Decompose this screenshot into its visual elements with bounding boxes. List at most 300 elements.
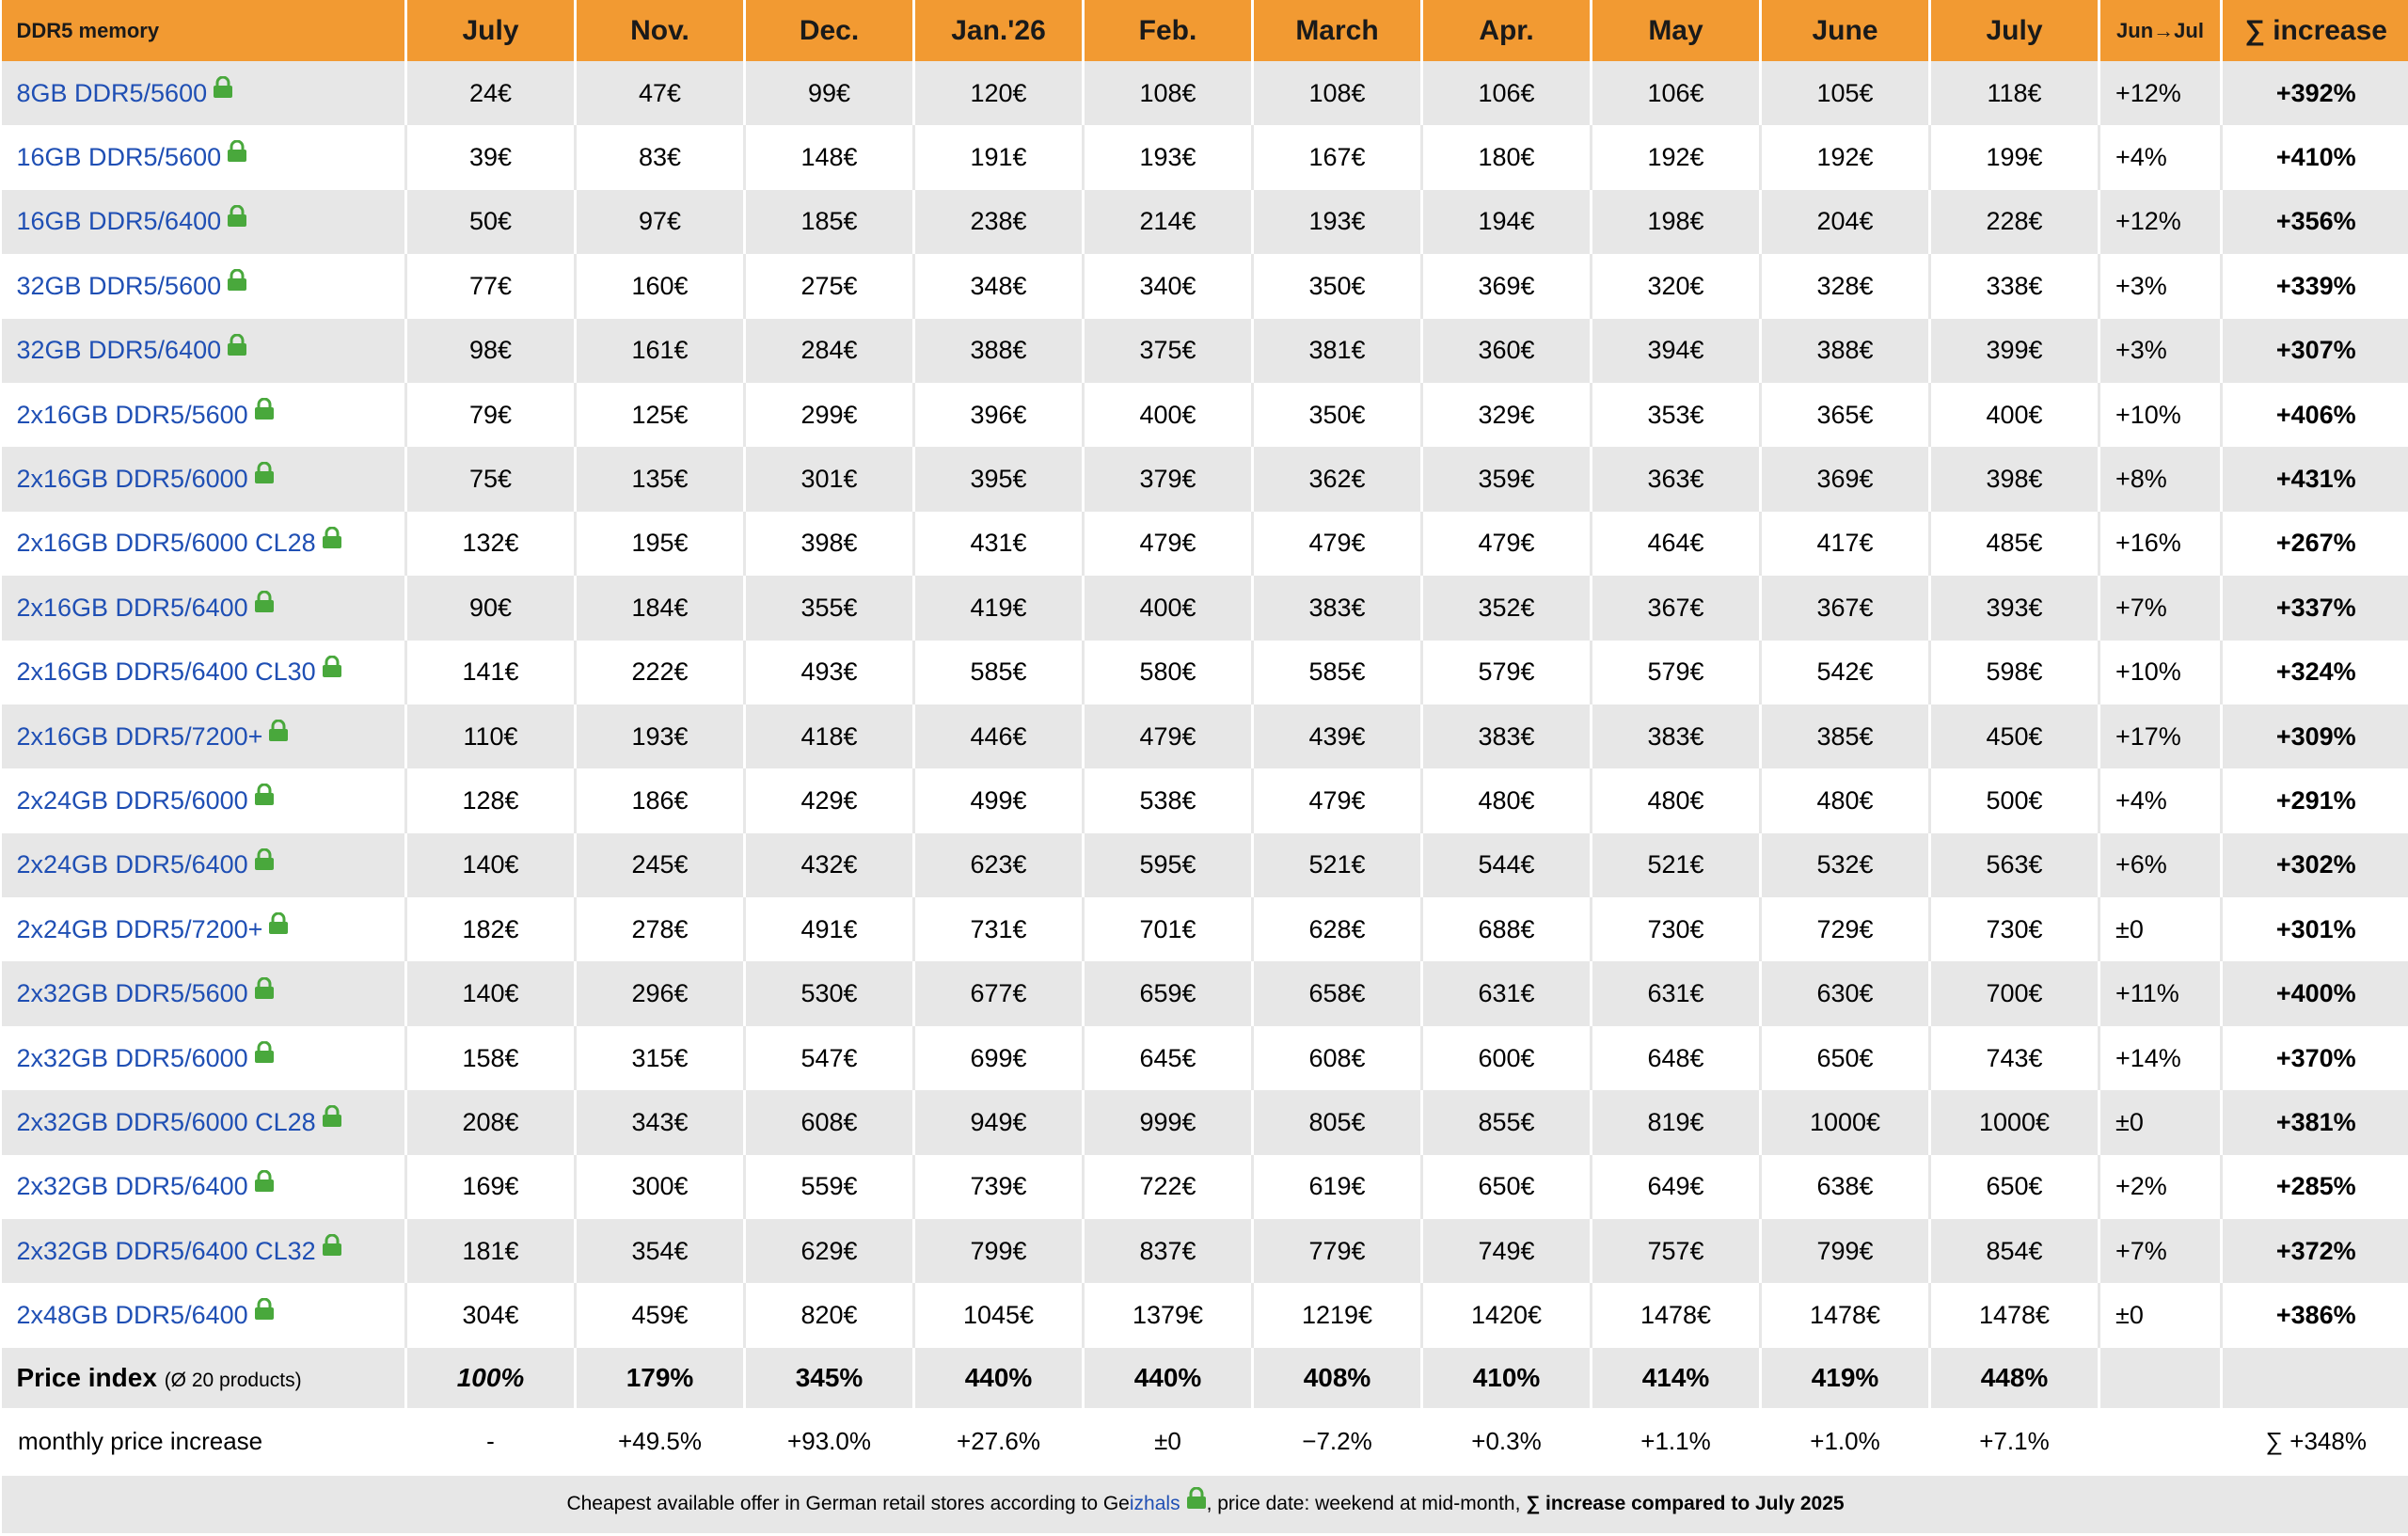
total-cell: +267% — [2222, 512, 2408, 576]
header-month: March — [1253, 0, 1422, 61]
table-row — [2, 512, 2408, 576]
price-cell: 367€ — [1592, 576, 1761, 640]
price-cell: 353€ — [1592, 383, 1761, 447]
product-link[interactable]: 2x16GB DDR5/6400 — [16, 593, 248, 622]
price-cell: 446€ — [914, 705, 1084, 768]
index-empty-cell — [2222, 1348, 2408, 1408]
price-cell: 328€ — [1761, 254, 1930, 318]
lock-icon — [227, 140, 247, 169]
header-product: DDR5 memory — [2, 0, 406, 61]
index-cell: 414% — [1592, 1348, 1761, 1408]
price-cell: 106€ — [1592, 61, 1761, 125]
price-index-subtitle: (Ø 20 products) — [164, 1369, 302, 1391]
price-cell: 400€ — [1084, 383, 1253, 447]
price-cell: 238€ — [914, 190, 1084, 254]
table-row — [2, 447, 2408, 511]
price-cell: 743€ — [1930, 1026, 2099, 1090]
product-cell[interactable] — [2, 190, 406, 254]
header-month: Nov. — [576, 0, 745, 61]
price-cell: 24€ — [406, 61, 576, 125]
price-index-row — [2, 1348, 2408, 1408]
lock-icon — [322, 656, 342, 685]
change-cell: +10% — [2099, 641, 2222, 705]
change-cell: +4% — [2099, 125, 2222, 189]
monthly-cell: +7.1% — [1930, 1408, 2099, 1476]
price-cell: 1045€ — [914, 1283, 1084, 1347]
price-cell: 1219€ — [1253, 1283, 1422, 1347]
source-link[interactable]: izhals — [1129, 1493, 1180, 1515]
price-cell: 222€ — [576, 641, 745, 705]
product-link[interactable]: 2x24GB DDR5/7200+ — [16, 914, 263, 943]
price-cell: 677€ — [914, 961, 1084, 1025]
product-cell[interactable] — [2, 1219, 406, 1283]
price-cell: 350€ — [1253, 254, 1422, 318]
change-cell: +17% — [2099, 705, 2222, 768]
price-cell: 360€ — [1422, 319, 1592, 383]
price-cell: 363€ — [1592, 447, 1761, 511]
table-row — [2, 705, 2408, 768]
monthly-cell: ±0 — [1084, 1408, 1253, 1476]
price-cell: 479€ — [1084, 705, 1253, 768]
price-cell: 343€ — [576, 1090, 745, 1154]
change-cell: ±0 — [2099, 1090, 2222, 1154]
price-cell: 563€ — [1930, 833, 2099, 897]
price-cell: 348€ — [914, 254, 1084, 318]
price-cell: 650€ — [1761, 1026, 1930, 1090]
price-cell: 491€ — [745, 897, 914, 961]
price-cell: 185€ — [745, 190, 914, 254]
table-row — [2, 897, 2408, 961]
price-cell: 650€ — [1930, 1155, 2099, 1219]
change-cell: ±0 — [2099, 1283, 2222, 1347]
total-cell: +431% — [2222, 447, 2408, 511]
price-cell: 400€ — [1084, 576, 1253, 640]
price-cell: 450€ — [1930, 705, 2099, 768]
price-cell: 355€ — [745, 576, 914, 640]
price-cell: 388€ — [914, 319, 1084, 383]
lock-icon — [254, 462, 275, 491]
price-cell: 77€ — [406, 254, 576, 318]
lock-icon — [254, 1170, 275, 1199]
price-cell: 120€ — [914, 61, 1084, 125]
product-link[interactable]: 16GB DDR5/5600 — [16, 143, 222, 172]
lock-icon — [254, 977, 275, 1006]
table-row — [2, 383, 2408, 447]
total-cell: +356% — [2222, 190, 2408, 254]
price-cell: 585€ — [1253, 641, 1422, 705]
product-cell[interactable] — [2, 383, 406, 447]
lock-icon — [254, 398, 275, 427]
price-cell: 299€ — [745, 383, 914, 447]
price-cell: 329€ — [1422, 383, 1592, 447]
price-cell: 544€ — [1422, 833, 1592, 897]
price-cell: 431€ — [914, 512, 1084, 576]
total-cell: +285% — [2222, 1155, 2408, 1219]
footer-row — [2, 1476, 2408, 1533]
price-cell: 375€ — [1084, 319, 1253, 383]
header-row — [2, 0, 2408, 61]
price-cell: 530€ — [745, 961, 914, 1025]
price-cell: 658€ — [1253, 961, 1422, 1025]
index-cell: 440% — [1084, 1348, 1253, 1408]
lock-icon — [254, 1298, 275, 1327]
price-cell: 198€ — [1592, 190, 1761, 254]
price-cell: 1000€ — [1930, 1090, 2099, 1154]
table-row — [2, 254, 2408, 318]
price-cell: 365€ — [1761, 383, 1930, 447]
change-cell: +6% — [2099, 833, 2222, 897]
price-cell: 98€ — [406, 319, 576, 383]
price-cell: 638€ — [1761, 1155, 1930, 1219]
total-cell: +400% — [2222, 961, 2408, 1025]
price-cell: 383€ — [1592, 705, 1761, 768]
monthly-cell: +0.3% — [1422, 1408, 1592, 1476]
price-cell: 432€ — [745, 833, 914, 897]
price-cell: 214€ — [1084, 190, 1253, 254]
header-total: ∑ increase — [2222, 0, 2408, 61]
index-cell: 448% — [1930, 1348, 2099, 1408]
table-row — [2, 319, 2408, 383]
price-cell: 999€ — [1084, 1090, 1253, 1154]
monthly-increase-label: monthly price increase — [2, 1408, 406, 1476]
price-cell: 140€ — [406, 961, 576, 1025]
product-link[interactable]: 32GB DDR5/6400 — [16, 336, 222, 365]
product-link[interactable]: 2x16GB DDR5/6400 CL30 — [16, 657, 316, 687]
change-cell: +12% — [2099, 61, 2222, 125]
price-cell: 181€ — [406, 1219, 576, 1283]
product-cell[interactable] — [2, 1090, 406, 1154]
monthly-total-cell: ∑ +348% — [2222, 1408, 2408, 1476]
price-cell: 631€ — [1422, 961, 1592, 1025]
price-cell: 320€ — [1592, 254, 1761, 318]
header-month: June — [1761, 0, 1930, 61]
header-month: Apr. — [1422, 0, 1592, 61]
product-cell[interactable] — [2, 576, 406, 640]
price-cell: 140€ — [406, 833, 576, 897]
price-cell: 538€ — [1084, 768, 1253, 832]
price-index-title: Price index — [16, 1362, 157, 1392]
price-cell: 354€ — [576, 1219, 745, 1283]
index-cell: 408% — [1253, 1348, 1422, 1408]
table-row — [2, 576, 2408, 640]
table-row — [2, 1090, 2408, 1154]
product-link[interactable]: 2x16GB DDR5/6000 CL28 — [16, 529, 316, 558]
price-cell: 439€ — [1253, 705, 1422, 768]
product-link[interactable]: 2x48GB DDR5/6400 — [16, 1301, 248, 1330]
price-cell: 395€ — [914, 447, 1084, 511]
price-cell: 1420€ — [1422, 1283, 1592, 1347]
product-link[interactable]: 2x16GB DDR5/5600 — [16, 400, 248, 429]
price-cell: 184€ — [576, 576, 745, 640]
price-cell: 701€ — [1084, 897, 1253, 961]
price-cell: 608€ — [745, 1090, 914, 1154]
change-cell: +3% — [2099, 319, 2222, 383]
price-cell: 161€ — [576, 319, 745, 383]
index-cell: 179% — [576, 1348, 745, 1408]
product-cell[interactable] — [2, 254, 406, 318]
price-cell: 630€ — [1761, 961, 1930, 1025]
price-cell: 547€ — [745, 1026, 914, 1090]
price-cell: 352€ — [1422, 576, 1592, 640]
price-cell: 296€ — [576, 961, 745, 1025]
price-index-label — [2, 1348, 406, 1408]
price-cell: 648€ — [1592, 1026, 1761, 1090]
price-cell: 1478€ — [1761, 1283, 1930, 1347]
price-cell: 75€ — [406, 447, 576, 511]
price-cell: 340€ — [1084, 254, 1253, 318]
change-cell: +4% — [2099, 768, 2222, 832]
price-cell: 381€ — [1253, 319, 1422, 383]
price-cell: 228€ — [1930, 190, 2099, 254]
table-row — [2, 1155, 2408, 1219]
price-cell: 284€ — [745, 319, 914, 383]
lock-icon — [227, 205, 247, 234]
price-cell: 479€ — [1253, 768, 1422, 832]
price-cell: 595€ — [1084, 833, 1253, 897]
price-cell: 731€ — [914, 897, 1084, 961]
total-cell: +381% — [2222, 1090, 2408, 1154]
price-cell: 383€ — [1253, 576, 1422, 640]
price-cell: 730€ — [1930, 897, 2099, 961]
table-row — [2, 190, 2408, 254]
price-cell: 338€ — [1930, 254, 2099, 318]
price-cell: 369€ — [1422, 254, 1592, 318]
index-cell: 345% — [745, 1348, 914, 1408]
price-cell: 837€ — [1084, 1219, 1253, 1283]
total-cell: +301% — [2222, 897, 2408, 961]
price-cell: 300€ — [576, 1155, 745, 1219]
price-cell: 500€ — [1930, 768, 2099, 832]
price-cell: 385€ — [1761, 705, 1930, 768]
total-cell: +410% — [2222, 125, 2408, 189]
price-cell: 396€ — [914, 383, 1084, 447]
price-cell: 148€ — [745, 125, 914, 189]
price-cell: 649€ — [1592, 1155, 1761, 1219]
lock-icon — [254, 784, 275, 813]
price-cell: 192€ — [1592, 125, 1761, 189]
change-cell: +7% — [2099, 1219, 2222, 1283]
product-cell[interactable] — [2, 641, 406, 705]
total-cell: +370% — [2222, 1026, 2408, 1090]
price-cell: 158€ — [406, 1026, 576, 1090]
product-link[interactable]: 2x32GB DDR5/6400 — [16, 1172, 248, 1201]
product-cell[interactable] — [2, 705, 406, 768]
price-cell: 193€ — [576, 705, 745, 768]
product-link[interactable]: 16GB DDR5/6400 — [16, 207, 222, 236]
price-cell: 757€ — [1592, 1219, 1761, 1283]
price-cell: 493€ — [745, 641, 914, 705]
total-cell: +406% — [2222, 383, 2408, 447]
product-link[interactable]: 2x32GB DDR5/6400 CL32 — [16, 1236, 316, 1265]
total-cell: +339% — [2222, 254, 2408, 318]
product-cell[interactable] — [2, 961, 406, 1025]
price-cell: 499€ — [914, 768, 1084, 832]
price-cell: 779€ — [1253, 1219, 1422, 1283]
price-cell: 559€ — [745, 1155, 914, 1219]
price-cell: 1000€ — [1761, 1090, 1930, 1154]
price-cell: 194€ — [1422, 190, 1592, 254]
price-cell: 688€ — [1422, 897, 1592, 961]
price-cell: 542€ — [1761, 641, 1930, 705]
change-cell: +7% — [2099, 576, 2222, 640]
table-row — [2, 1026, 2408, 1090]
product-cell[interactable] — [2, 319, 406, 383]
product-link[interactable]: 2x24GB DDR5/6000 — [16, 785, 248, 815]
table-row — [2, 768, 2408, 832]
product-link[interactable]: 2x16GB DDR5/6000 — [16, 465, 248, 494]
product-cell[interactable] — [2, 833, 406, 897]
price-cell: 480€ — [1592, 768, 1761, 832]
product-cell[interactable] — [2, 1026, 406, 1090]
table-row — [2, 61, 2408, 125]
table-row — [2, 961, 2408, 1025]
price-cell: 459€ — [576, 1283, 745, 1347]
price-cell: 128€ — [406, 768, 576, 832]
price-cell: 118€ — [1930, 61, 2099, 125]
footer-text: , price date: weekend at mid-month, — [1206, 1493, 1527, 1515]
price-cell: 521€ — [1592, 833, 1761, 897]
product-cell[interactable] — [2, 897, 406, 961]
table-row — [2, 1219, 2408, 1283]
monthly-cell: +27.6% — [914, 1408, 1084, 1476]
product-link[interactable]: 2x32GB DDR5/5600 — [16, 979, 248, 1008]
price-cell: 393€ — [1930, 576, 2099, 640]
table-row — [2, 1283, 2408, 1347]
price-cell: 379€ — [1084, 447, 1253, 511]
price-cell: 623€ — [914, 833, 1084, 897]
price-cell: 182€ — [406, 897, 576, 961]
price-cell: 700€ — [1930, 961, 2099, 1025]
price-cell: 579€ — [1422, 641, 1592, 705]
lock-icon — [213, 76, 233, 105]
footer-text: Cheapest available offer in German retail stores according to Ge — [566, 1493, 1130, 1515]
price-cell: 83€ — [576, 125, 745, 189]
price-cell: 579€ — [1592, 641, 1761, 705]
price-cell: 480€ — [1761, 768, 1930, 832]
total-cell: +324% — [2222, 641, 2408, 705]
price-cell: 418€ — [745, 705, 914, 768]
monthly-cell: +49.5% — [576, 1408, 745, 1476]
price-cell: 394€ — [1592, 319, 1761, 383]
product-cell[interactable] — [2, 512, 406, 576]
price-cell: 369€ — [1761, 447, 1930, 511]
product-cell[interactable] — [2, 1155, 406, 1219]
product-link[interactable]: 2x24GB DDR5/6400 — [16, 850, 248, 879]
price-cell: 598€ — [1930, 641, 2099, 705]
price-cell: 739€ — [914, 1155, 1084, 1219]
total-cell: +337% — [2222, 576, 2408, 640]
price-cell: 479€ — [1084, 512, 1253, 576]
price-cell: 600€ — [1422, 1026, 1592, 1090]
price-cell: 485€ — [1930, 512, 2099, 576]
product-cell[interactable] — [2, 125, 406, 189]
price-cell: 275€ — [745, 254, 914, 318]
price-cell: 304€ — [406, 1283, 576, 1347]
change-cell: +14% — [2099, 1026, 2222, 1090]
product-cell[interactable] — [2, 61, 406, 125]
index-empty-cell — [2099, 1348, 2222, 1408]
lock-icon — [227, 334, 247, 363]
price-cell: 608€ — [1253, 1026, 1422, 1090]
header-month: May — [1592, 0, 1761, 61]
price-cell: 479€ — [1422, 512, 1592, 576]
lock-icon — [268, 912, 289, 942]
price-cell: 350€ — [1253, 383, 1422, 447]
price-cell: 141€ — [406, 641, 576, 705]
price-cell: 659€ — [1084, 961, 1253, 1025]
header-change: Jun→Jul — [2099, 0, 2222, 61]
product-cell[interactable] — [2, 1283, 406, 1347]
price-cell: 125€ — [576, 383, 745, 447]
price-cell: 245€ — [576, 833, 745, 897]
price-cell: 819€ — [1592, 1090, 1761, 1154]
product-cell[interactable] — [2, 768, 406, 832]
price-cell: 480€ — [1422, 768, 1592, 832]
price-cell: 650€ — [1422, 1155, 1592, 1219]
lock-icon — [227, 269, 247, 298]
index-cell: 440% — [914, 1348, 1084, 1408]
lock-icon — [254, 591, 275, 620]
price-cell: 278€ — [576, 897, 745, 961]
price-cell: 108€ — [1084, 61, 1253, 125]
price-cell: 398€ — [745, 512, 914, 576]
price-cell: 362€ — [1253, 447, 1422, 511]
lock-icon — [254, 1041, 275, 1070]
table-row — [2, 641, 2408, 705]
price-cell: 106€ — [1422, 61, 1592, 125]
product-link[interactable]: 2x32GB DDR5/6000 — [16, 1043, 248, 1072]
product-link[interactable]: 32GB DDR5/5600 — [16, 271, 222, 300]
price-cell: 521€ — [1253, 833, 1422, 897]
header-month: Feb. — [1084, 0, 1253, 61]
index-cell: 100% — [406, 1348, 576, 1408]
price-cell: 193€ — [1084, 125, 1253, 189]
price-cell: 132€ — [406, 512, 576, 576]
change-cell: +16% — [2099, 512, 2222, 576]
total-cell: +302% — [2222, 833, 2408, 897]
footer-note — [2, 1476, 2408, 1533]
change-cell: +2% — [2099, 1155, 2222, 1219]
price-cell: 419€ — [914, 576, 1084, 640]
header-month: Dec. — [745, 0, 914, 61]
price-cell: 629€ — [745, 1219, 914, 1283]
price-cell: 699€ — [914, 1026, 1084, 1090]
lock-icon — [322, 1105, 342, 1134]
price-cell: 729€ — [1761, 897, 1930, 961]
price-cell: 799€ — [914, 1219, 1084, 1283]
price-cell: 1478€ — [1930, 1283, 2099, 1347]
price-cell: 199€ — [1930, 125, 2099, 189]
price-cell: 47€ — [576, 61, 745, 125]
price-cell: 400€ — [1930, 383, 2099, 447]
price-cell: 160€ — [576, 254, 745, 318]
price-cell: 50€ — [406, 190, 576, 254]
monthly-cell: +1.0% — [1761, 1408, 1930, 1476]
lock-icon — [254, 848, 275, 878]
monthly-increase-row — [2, 1408, 2408, 1476]
product-link[interactable]: 2x16GB DDR5/7200+ — [16, 721, 263, 751]
price-cell: 855€ — [1422, 1090, 1592, 1154]
product-link[interactable]: 2x32GB DDR5/6000 CL28 — [16, 1107, 316, 1136]
product-link[interactable]: 8GB DDR5/5600 — [16, 78, 208, 107]
price-cell: 730€ — [1592, 897, 1761, 961]
total-cell: +386% — [2222, 1283, 2408, 1347]
price-cell: 631€ — [1592, 961, 1761, 1025]
price-cell: 399€ — [1930, 319, 2099, 383]
price-cell: 479€ — [1253, 512, 1422, 576]
product-cell[interactable] — [2, 447, 406, 511]
price-cell: 135€ — [576, 447, 745, 511]
